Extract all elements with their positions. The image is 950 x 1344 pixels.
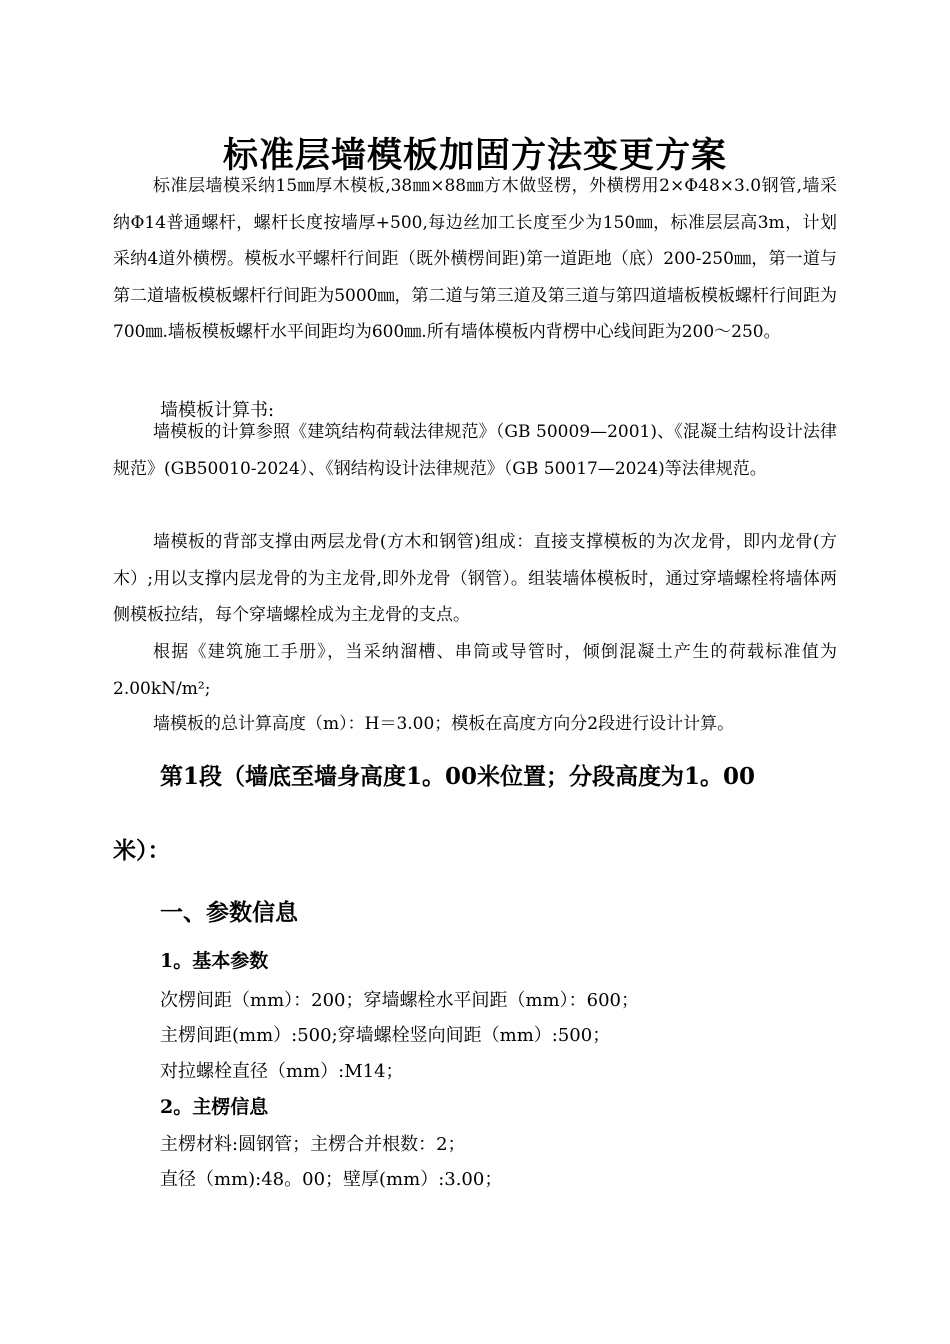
basic-param-line: 次楞间距（mm）：200；穿墙螺栓水平间距（mm）：600； (160, 990, 639, 1011)
parameter-info-heading: 一、参数信息 (160, 899, 298, 926)
reference-paragraph: 墙模板的计算参照《建筑结构荷载法律规范》（GB 50009—2001)、《混凝土结构设计法律规范》(GB50010-2024）、《钢结构设计法律规范》（GB 50017—2024)等法律规范。 (113, 422, 837, 479)
basic-param-line: 对拉螺栓直径（mm）:M14； (160, 1061, 404, 1082)
section1-heading-line1: 第1段（墙底至墙身高度1。00米位置；分段高度为1。00 (160, 763, 756, 790)
main-beam-heading: 2。主楞信息 (160, 1096, 269, 1118)
intro-paragraph: 标准层墙模采纳15㎜厚木模板,38㎜×88㎜方木做竖楞，外横楞用2×Φ48×3.0钢管,墙采纳Φ14普通螺杆，螺杆长度按墙厚+500,每边丝加工长度至少为150㎜，标准层层高3m，计划采纳4道外横楞。模板水平螺杆行间距（既外横楞间距)第一道距地（底）200-250㎜，第一道与第二道墙板模板螺杆行间距为5000㎜，第二道与第三道及第三道与第四道墙板模板螺杆行间距为700㎜.墙板模板螺杆水平间距均为600㎜.所有墙体模板内背楞中心线间距为200～250。 (113, 176, 837, 342)
document-title: 标准层墙模板加固方法变更方案 (222, 135, 727, 176)
section1-heading-line2: 米）： (113, 837, 171, 864)
support-paragraph: 墙模板的背部支撑由两层龙骨(方木和钢管)组成：直接支撑模板的为次龙骨，即内龙骨(方木）;用以支撑内层龙骨的为主龙骨,即外龙骨（钢管）。组装墙体模板时，通过穿墙螺栓将墙体两侧模板拉结，每个穿墙螺栓成为主龙骨的支点。 (113, 532, 837, 625)
basic-params-heading: 1。基本参数 (160, 950, 269, 972)
main-beam-line: 直径（mm):48。00；壁厚(mm）:3.00； (160, 1169, 503, 1190)
basic-param-line: 主楞间距(mm）:500;穿墙螺栓竖向间距（mm）:500； (160, 1025, 611, 1046)
handbook-paragraph: 根据《建筑施工手册》，当采纳溜槽、串筒或导管时，倾倒混凝土产生的荷载标准值为2.00kN/m²; (113, 642, 837, 699)
calc-heading: 墙模板计算书: (160, 400, 275, 421)
height-paragraph: 墙模板的总计算高度（m）：H＝3.00；模板在高度方向分2段进行设计计算。 (153, 714, 735, 734)
main-beam-line: 主楞材料:圆钢管；主楞合并根数：2； (160, 1134, 466, 1155)
